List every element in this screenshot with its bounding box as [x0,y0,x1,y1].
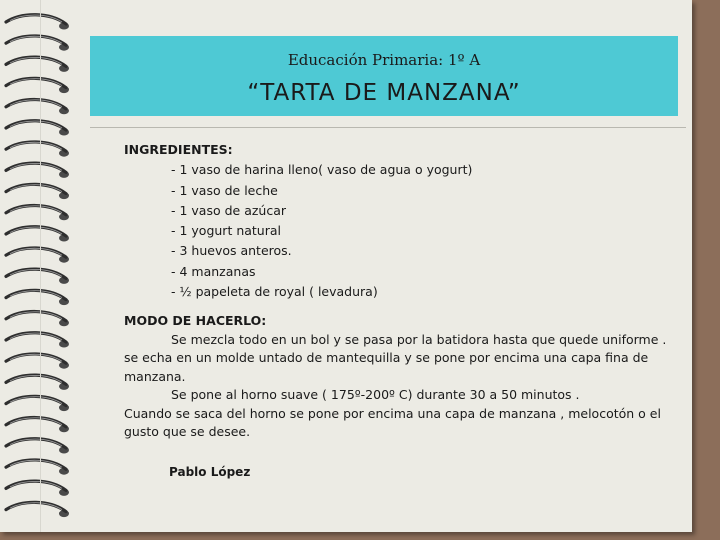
author-signature: Pablo López [169,464,251,479]
binding-ring [6,333,69,348]
binding-ring [6,142,69,157]
binding-ring [6,248,69,263]
binding-ring [6,15,69,30]
binding-ring [6,439,69,454]
binding-ring [6,375,69,390]
binding-ring [6,100,69,115]
binding-ring [6,354,69,369]
ingredient-item: - 1 yogurt natural [171,223,282,239]
divider [90,127,686,128]
method-paragraph: Cuando se saca del horno se pone por encima una capa de manzana , melocotón o el gusto que se desee. [124,405,661,440]
ingredient-item: - ½ papeleta de royal ( levadura) [171,284,378,300]
binding-ring [6,418,69,433]
header-band [90,36,678,116]
ingredients-heading: INGREDIENTES: [124,142,233,157]
binding-ring [6,121,69,136]
ingredient-item: - 4 manzanas [171,263,256,279]
binding-ring [6,184,69,199]
page-subtitle: Educación Primaria: 1º A [287,51,481,69]
method-paragraph: Se mezcla todo en un bol y se pasa por la batidora hasta que quede uniforme . se echa en un molde untado de mantequilla y se pone por encima una capa fina de manzana. [124,331,667,384]
ingredient-item: - 1 vaso de azúcar [171,202,287,218]
binding-ring [6,36,69,51]
binding-ring [6,290,69,305]
binding-ring [6,57,69,72]
ingredient-item: - 3 huevos anteros. [171,243,292,259]
binding-ring [6,481,69,496]
ingredient-item: - 1 vaso de leche [171,182,278,198]
spiral-binding-icon [0,0,80,540]
method-section [124,312,670,442]
binding-ring [6,78,69,93]
method-paragraph: Se pone al horno suave ( 175º-200º C) durante 30 a 50 minutos . [171,387,580,403]
ingredient-item: - 1 vaso de harina lleno( vaso de agua o yogurt) [171,162,473,178]
binding-ring [6,502,69,517]
binding-ring [6,396,69,411]
page-title: “TARTA DE MANZANA” [247,80,521,106]
binding-ring [6,269,69,284]
binding-ring [6,227,69,242]
binding-ring [6,163,69,178]
binding-ring [6,312,69,327]
binding-ring [6,460,69,475]
ingredients-list [124,160,670,302]
method-heading: MODO DE HACERLO: [124,313,267,329]
binding-ring [6,206,69,221]
recipe-content [124,140,670,482]
